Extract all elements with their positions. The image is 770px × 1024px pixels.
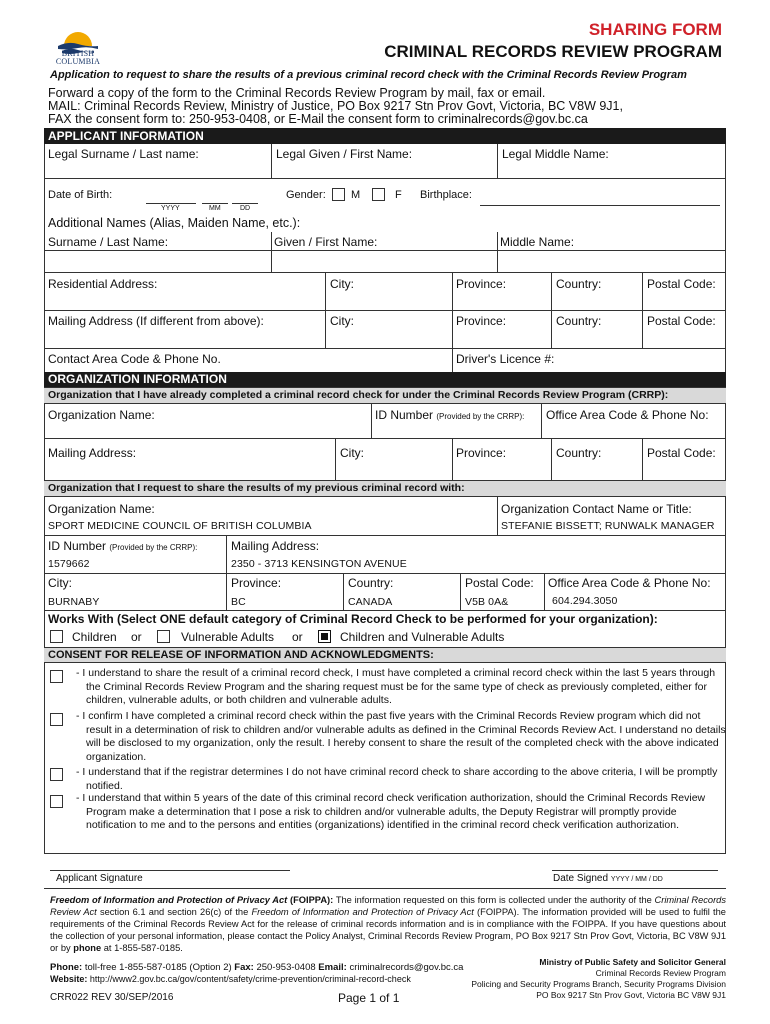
consent-item-4: - I understand that within 5 years of the date of this criminal record check verification authorization, should the Criminal Records Review Program make a determination that I pose a risk to children and/or vulnerable adults, the Deputy Registrar will promptly provide notification to me and to the persons and entities (organizations) identified in the criminal record check verification authorization. — [76, 792, 706, 831]
req-org-name-label: Organization Name: — [48, 502, 155, 516]
foippa-notice: Freedom of Information and Protection of Privacy Act (FOIPPA): The information requested on this form is collected under the authority of the Criminal Records Review Act section 6.1 and section 26(c) of the Freedom of Information and Protection of Privacy Act (FOIPPA). The information provided will be used to fulfil the requirements of the Criminal Records Review Act for the release of criminal records information and is in compliance with the FOIPPA. If you have questions about the collection of your personal information, please contact the Policy Analyst, Criminal Records Review Program, PO Box 9217 Stn Prov Govt, Victoria, BC V8W 9J1 or by phone at 1-855-587-0185. — [50, 895, 726, 953]
mailing-city-label: City: — [330, 314, 354, 328]
dob-yyyy-hint: YYYY — [161, 205, 180, 212]
footer-website-line: Website: http://www2.gov.bc.ca/gov/content/safety/crime-prevention/criminal-record-check — [50, 974, 411, 984]
footer-branch: Policing and Security Programs Branch, Security Programs Division — [471, 979, 726, 989]
req-postal-label: Postal Code: — [465, 576, 534, 590]
drivers-licence-label: Driver's Licence #: — [456, 352, 555, 366]
consent-item-2: - I confirm I have completed a criminal record check within the past five years with the Criminal Records Review program which did not result in a determination of risk to children and/or vulnerable adults as defined in the Criminal Records Review Act. I understand no details will be disclosed to my organization, only the result. I hereby consent to share the result of the completed check with the above indicated organization. — [76, 710, 726, 763]
gender-f-checkbox[interactable] — [372, 188, 385, 201]
applicant-signature-line[interactable] — [50, 870, 290, 871]
req-postal-value[interactable]: V5B 0A& — [465, 596, 509, 608]
legal-given-label: Legal Given / First Name: — [276, 147, 413, 161]
additional-names-label: Additional Names (Alias, Maiden Name, etc.): — [48, 216, 301, 230]
consent-item-1: - I understand to share the result of a criminal record check, I must have completed a criminal record check within the last 5 years through the Criminal Records Review Program and the sharing request must be for the same type of check as previously completed, either for children, vulnerable adults, or both children and vulnerable adults. — [76, 667, 716, 706]
org-city-label: City: — [340, 446, 364, 460]
form-subtitle: Application to request to share the results of a previous criminal record check with the Criminal Records Review Program — [50, 69, 687, 81]
org-office-phone-label: Office Area Code & Phone No: — [546, 408, 709, 422]
form-id: CRR022 REV 30/SEP/2016 — [50, 992, 174, 1003]
residential-postal-label: Postal Code: — [647, 277, 716, 291]
footer-ministry: Ministry of Public Safety and Solicitor General — [539, 957, 726, 967]
form-type-title: SHARING FORM — [588, 20, 722, 39]
children-label: Children — [72, 630, 117, 644]
applicant-section-header: APPLICANT INFORMATION — [44, 128, 726, 144]
contact-phone-label: Contact Area Code & Phone No. — [48, 352, 221, 366]
consent-checkbox-1[interactable] — [50, 670, 63, 683]
org-country-label: Country: — [556, 446, 602, 460]
vulnerable-adults-label: Vulnerable Adults — [181, 630, 274, 644]
consent-section-header: CONSENT FOR RELEASE OF INFORMATION AND ACKNOWLEDGMENTS: — [44, 647, 726, 663]
dob-dd-hint: DD — [240, 205, 251, 212]
children-and-vulnerable-label: Children and Vulnerable Adults — [340, 630, 505, 644]
instruction-line: FAX the consent form to: 250-953-0408, or E-Mail the consent form to criminalrecords@gov.bc.ca — [48, 112, 588, 126]
req-contact-value[interactable]: STEFANIE BISSETT; RUNWALK MANAGER — [501, 520, 715, 532]
mailing-address-label: Mailing Address (If different from above): — [48, 314, 264, 328]
residential-city-label: City: — [330, 277, 354, 291]
footer-program: Criminal Records Review Program — [595, 968, 726, 978]
organization-section-header: ORGANIZATION INFORMATION — [44, 372, 726, 387]
applicant-signature-label: Applicant Signature — [56, 873, 143, 884]
gender-m-checkbox[interactable] — [332, 188, 345, 201]
children-and-vulnerable-checkbox[interactable] — [318, 630, 331, 643]
footer-contact-line: Phone: toll-free 1-855-587-0185 (Option 2) Fax: 250-953-0408 Email: criminalrecords@gov.bc.ca — [50, 962, 464, 973]
alt-given-label: Given / First Name: — [274, 235, 378, 249]
logo-text: BRITISH COLUMBIA — [55, 49, 101, 66]
org-postal-label: Postal Code: — [647, 446, 716, 460]
works-with-title: Works With (Select ONE default category of Criminal Record Check to be performed for your organization): — [48, 612, 658, 626]
or-text: or — [292, 630, 303, 644]
consent-checkbox-2[interactable] — [50, 713, 63, 726]
legal-middle-label: Legal Middle Name: — [502, 147, 609, 161]
org-name-label: Organization Name: — [48, 408, 155, 422]
instruction-line: MAIL: Criminal Records Review, Ministry of Justice, PO Box 9217 Stn Prov Govt, Victoria, BC V8W 9J1, — [48, 99, 623, 113]
org-id-label: ID Number (Provided by the CRRP): — [375, 408, 525, 422]
vulnerable-adults-checkbox[interactable] — [157, 630, 170, 643]
program-title: CRIMINAL RECORDS REVIEW PROGRAM — [384, 42, 722, 61]
gender-label: Gender: — [286, 189, 326, 201]
mailing-country-label: Country: — [556, 314, 602, 328]
date-signed-line[interactable] — [552, 870, 718, 871]
gender-m-label: M — [351, 189, 361, 201]
req-office-phone-label: Office Area Code & Phone No: — [548, 576, 711, 590]
req-mailing-value[interactable]: 2350 - 3713 KENSINGTON AVENUE — [231, 558, 407, 570]
req-province-value[interactable]: BC — [231, 596, 246, 608]
dob-mm-hint: MM — [209, 205, 221, 212]
residential-province-label: Province: — [456, 277, 507, 291]
mailing-postal-label: Postal Code: — [647, 314, 716, 328]
dob-label: Date of Birth: — [48, 189, 113, 201]
completed-org-bar: Organization that I have already completed a criminal record check for under the Criminal Records Review Program (CRRP): — [44, 387, 726, 404]
mailing-province-label: Province: — [456, 314, 507, 328]
residential-address-label: Residential Address: — [48, 277, 158, 291]
children-checkbox[interactable] — [50, 630, 63, 643]
req-country-label: Country: — [348, 576, 394, 590]
req-office-phone-value[interactable]: 604.294.3050 — [552, 595, 618, 607]
req-country-value[interactable]: CANADA — [348, 596, 393, 608]
consent-checkbox-4[interactable] — [50, 795, 63, 808]
legal-surname-label: Legal Surname / Last name: — [48, 147, 199, 161]
instruction-line: Forward a copy of the form to the Criminal Records Review Program by mail, fax or email. — [48, 86, 546, 100]
request-org-bar: Organization that I request to share the results of my previous criminal record with: — [44, 480, 726, 497]
residential-country-label: Country: — [556, 277, 602, 291]
gender-f-label: F — [395, 189, 402, 201]
footer-address: PO Box 9217 Stn Prov Govt, Victoria BC V8W 9J1 — [536, 990, 726, 1000]
page-number: Page 1 of 1 — [338, 991, 400, 1005]
req-org-name-value[interactable]: SPORT MEDICINE COUNCIL OF BRITISH COLUMBIA — [48, 520, 312, 532]
req-contact-label: Organization Contact Name or Title: — [501, 502, 692, 516]
req-id-value[interactable]: 1579662 — [48, 558, 90, 570]
req-province-label: Province: — [231, 576, 282, 590]
alt-surname-label: Surname / Last Name: — [48, 235, 169, 249]
org-province-label: Province: — [456, 446, 507, 460]
consent-checkbox-3[interactable] — [50, 768, 63, 781]
birthplace-label: Birthplace: — [420, 189, 472, 201]
org-mailing-label: Mailing Address: — [48, 446, 137, 460]
or-text: or — [131, 630, 142, 644]
consent-item-3: - I understand that if the registrar determines I do not have criminal record check to share according to the above criteria, I will be promptly notified. — [76, 766, 718, 792]
req-mailing-label: Mailing Address: — [231, 539, 320, 553]
website-link[interactable]: http://www2.gov.bc.ca/gov/content/safety/crime-prevention/criminal-record-check — [89, 974, 411, 984]
date-signed-label: Date Signed YYYY / MM / DD — [553, 873, 663, 884]
req-city-value[interactable]: BURNABY — [48, 596, 100, 608]
req-id-label: ID Number (Provided by the CRRP): — [48, 539, 198, 553]
req-city-label: City: — [48, 576, 72, 590]
alt-middle-label: Middle Name: — [500, 235, 575, 249]
